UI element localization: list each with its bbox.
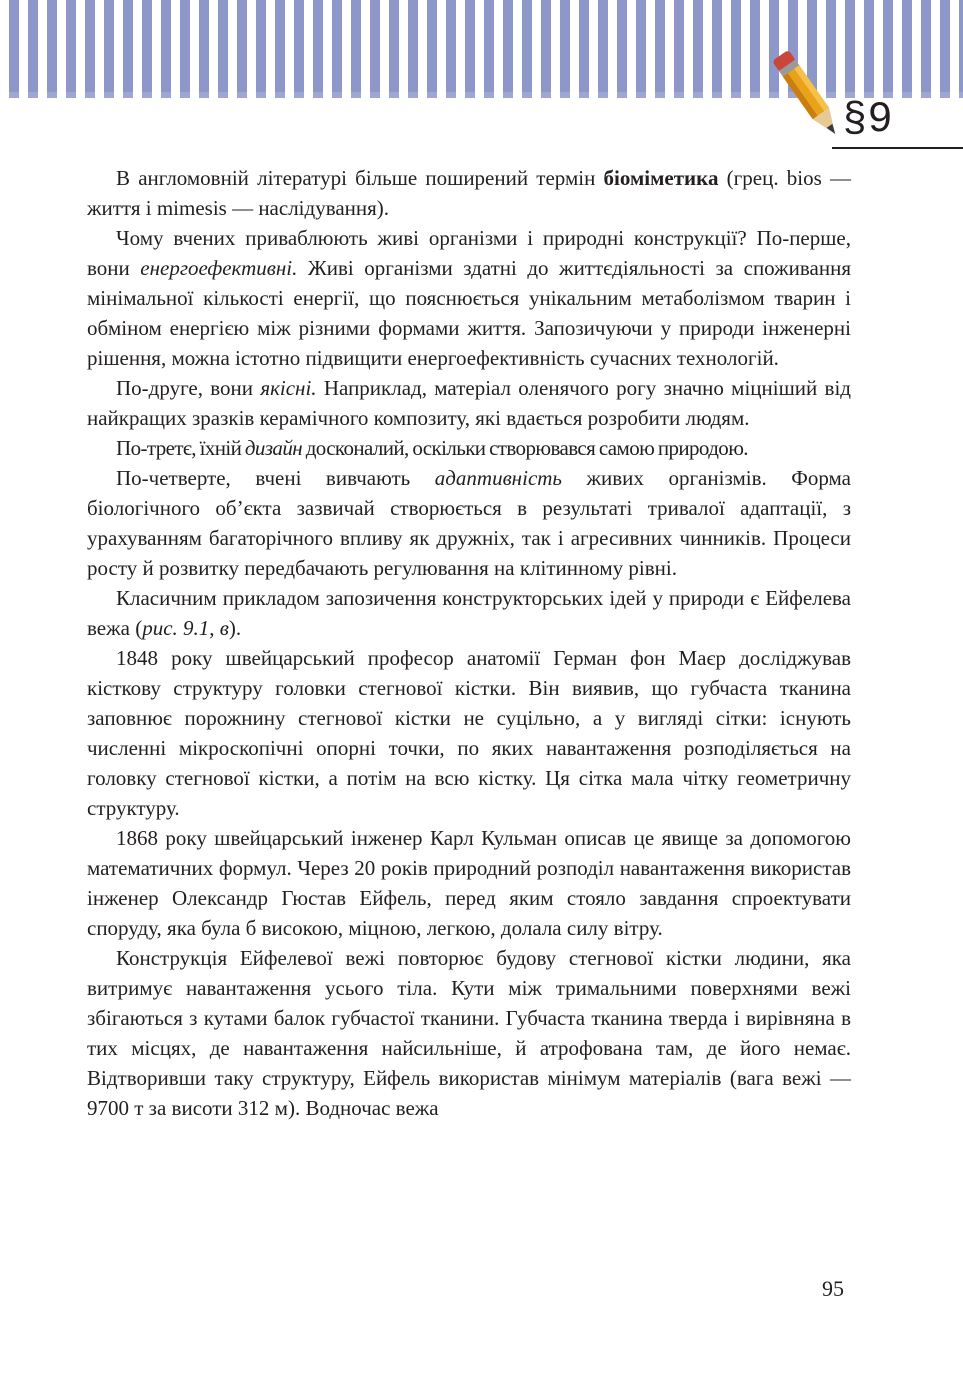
italic-term: дизайн <box>244 436 303 460</box>
text-run: Живі організми здатні до життєдіяльності за споживання мінімальної кількості енергії, що пояснюється унікальним метаболізмом тварин і обміном енергією між різними формами життя. Запозичуючи у природи інженерні рішення, можна істотно підвищити енергоефективність сучасних технологій. <box>87 256 852 370</box>
text-run: ). <box>228 616 242 640</box>
paragraph <box>87 823 851 943</box>
text-run: В англомовній літературі більше поширений термін <box>116 166 604 190</box>
text-run: (грец. bios — життя і mimesis — наслідування). <box>87 166 851 220</box>
italic-term: енергоефективні. <box>140 256 298 280</box>
text-run: живих організмів. Форма біологічного об’єкта зазвичай створюється в результаті тривалої адаптації, з урахуванням багаторічного впливу як дружніх, так і агресивних чинників. Процеси росту й розвитку передбачають регулювання на клітинному рівні. <box>87 466 851 580</box>
section-mark: §9 <box>843 93 894 140</box>
paragraph <box>87 643 851 823</box>
bold-term: біоміметика <box>603 166 719 190</box>
text-run: По-третє, їхній <box>116 436 245 460</box>
paragraph <box>87 583 851 643</box>
italic-term: якісні. <box>260 376 317 400</box>
text-run: Наприклад, матеріал оленячого рогу значно міцніший від найкращих зразків керамічного композиту, які вдається розробити людям. <box>87 376 851 430</box>
text-run: Чому вчених приваблюють живі організми і природні конструкції? По-перше, вони <box>87 226 851 280</box>
italic-term: рис. 9.1, в <box>142 616 229 640</box>
text-run: По-друге, вони <box>116 376 261 400</box>
text-run: 1848 року швейцарський професор анатомії Герман фон Маєр досліджував кісткову структуру головки стегнової кістки. Він виявив, що губчаста тканина заповнює порожнину стегнової кістки не суцільно, а у вигляді сітки: існують численні мікроскопічні опорні точки, по яких навантаження розподіляється на головку стегнової кістки, а потім на всю кістку. Ця сітка мала чітку геометричну структуру. <box>87 646 851 820</box>
paragraph <box>87 463 851 583</box>
paragraph <box>87 223 851 373</box>
section-rule <box>832 147 963 149</box>
body-text <box>87 163 851 1123</box>
paragraph <box>87 943 851 1123</box>
paragraph <box>87 163 851 223</box>
text-run: Класичним прикладом запозичення конструкторських ідей у природи є Ейфелева вежа ( <box>87 586 851 640</box>
paragraph <box>87 433 851 463</box>
pencil-icon <box>770 38 850 158</box>
text-run: досконалий, оскільки створювався самою природою. <box>302 436 748 460</box>
italic-term: адаптивність <box>434 466 562 490</box>
text-run: По-четверте, вчені вивчають <box>116 466 435 490</box>
text-run: Конструкція Ейфелевої вежі повторює будову стегнової кістки людини, яка витримує навантаження усього тіла. Кути між тримальними поверхнями вежі збігаються з кутами балок губчастої тканини. Губчаста тканина тверда і вирівняна в тих місцях, де навантаження найсильніше, й атрофована там, де його немає. Відтворивши таку структуру, Ейфель використав мінімум матеріалів (вага вежі — 9700 т за висоти 312 м). Водночас вежа <box>87 946 851 1120</box>
text-run: 1868 року швейцарський інженер Карл Кульман описав це явище за допомогою математичних формул. Через 20 років природний розподіл навантаження використав інженер Олександр Гюстав Ейфель, перед яким стояло завдання спроектувати споруду, яка була б високою, міцною, легкою, долала силу вітру. <box>87 826 851 940</box>
page-number: 95 <box>822 1276 844 1301</box>
paragraph <box>87 373 851 433</box>
